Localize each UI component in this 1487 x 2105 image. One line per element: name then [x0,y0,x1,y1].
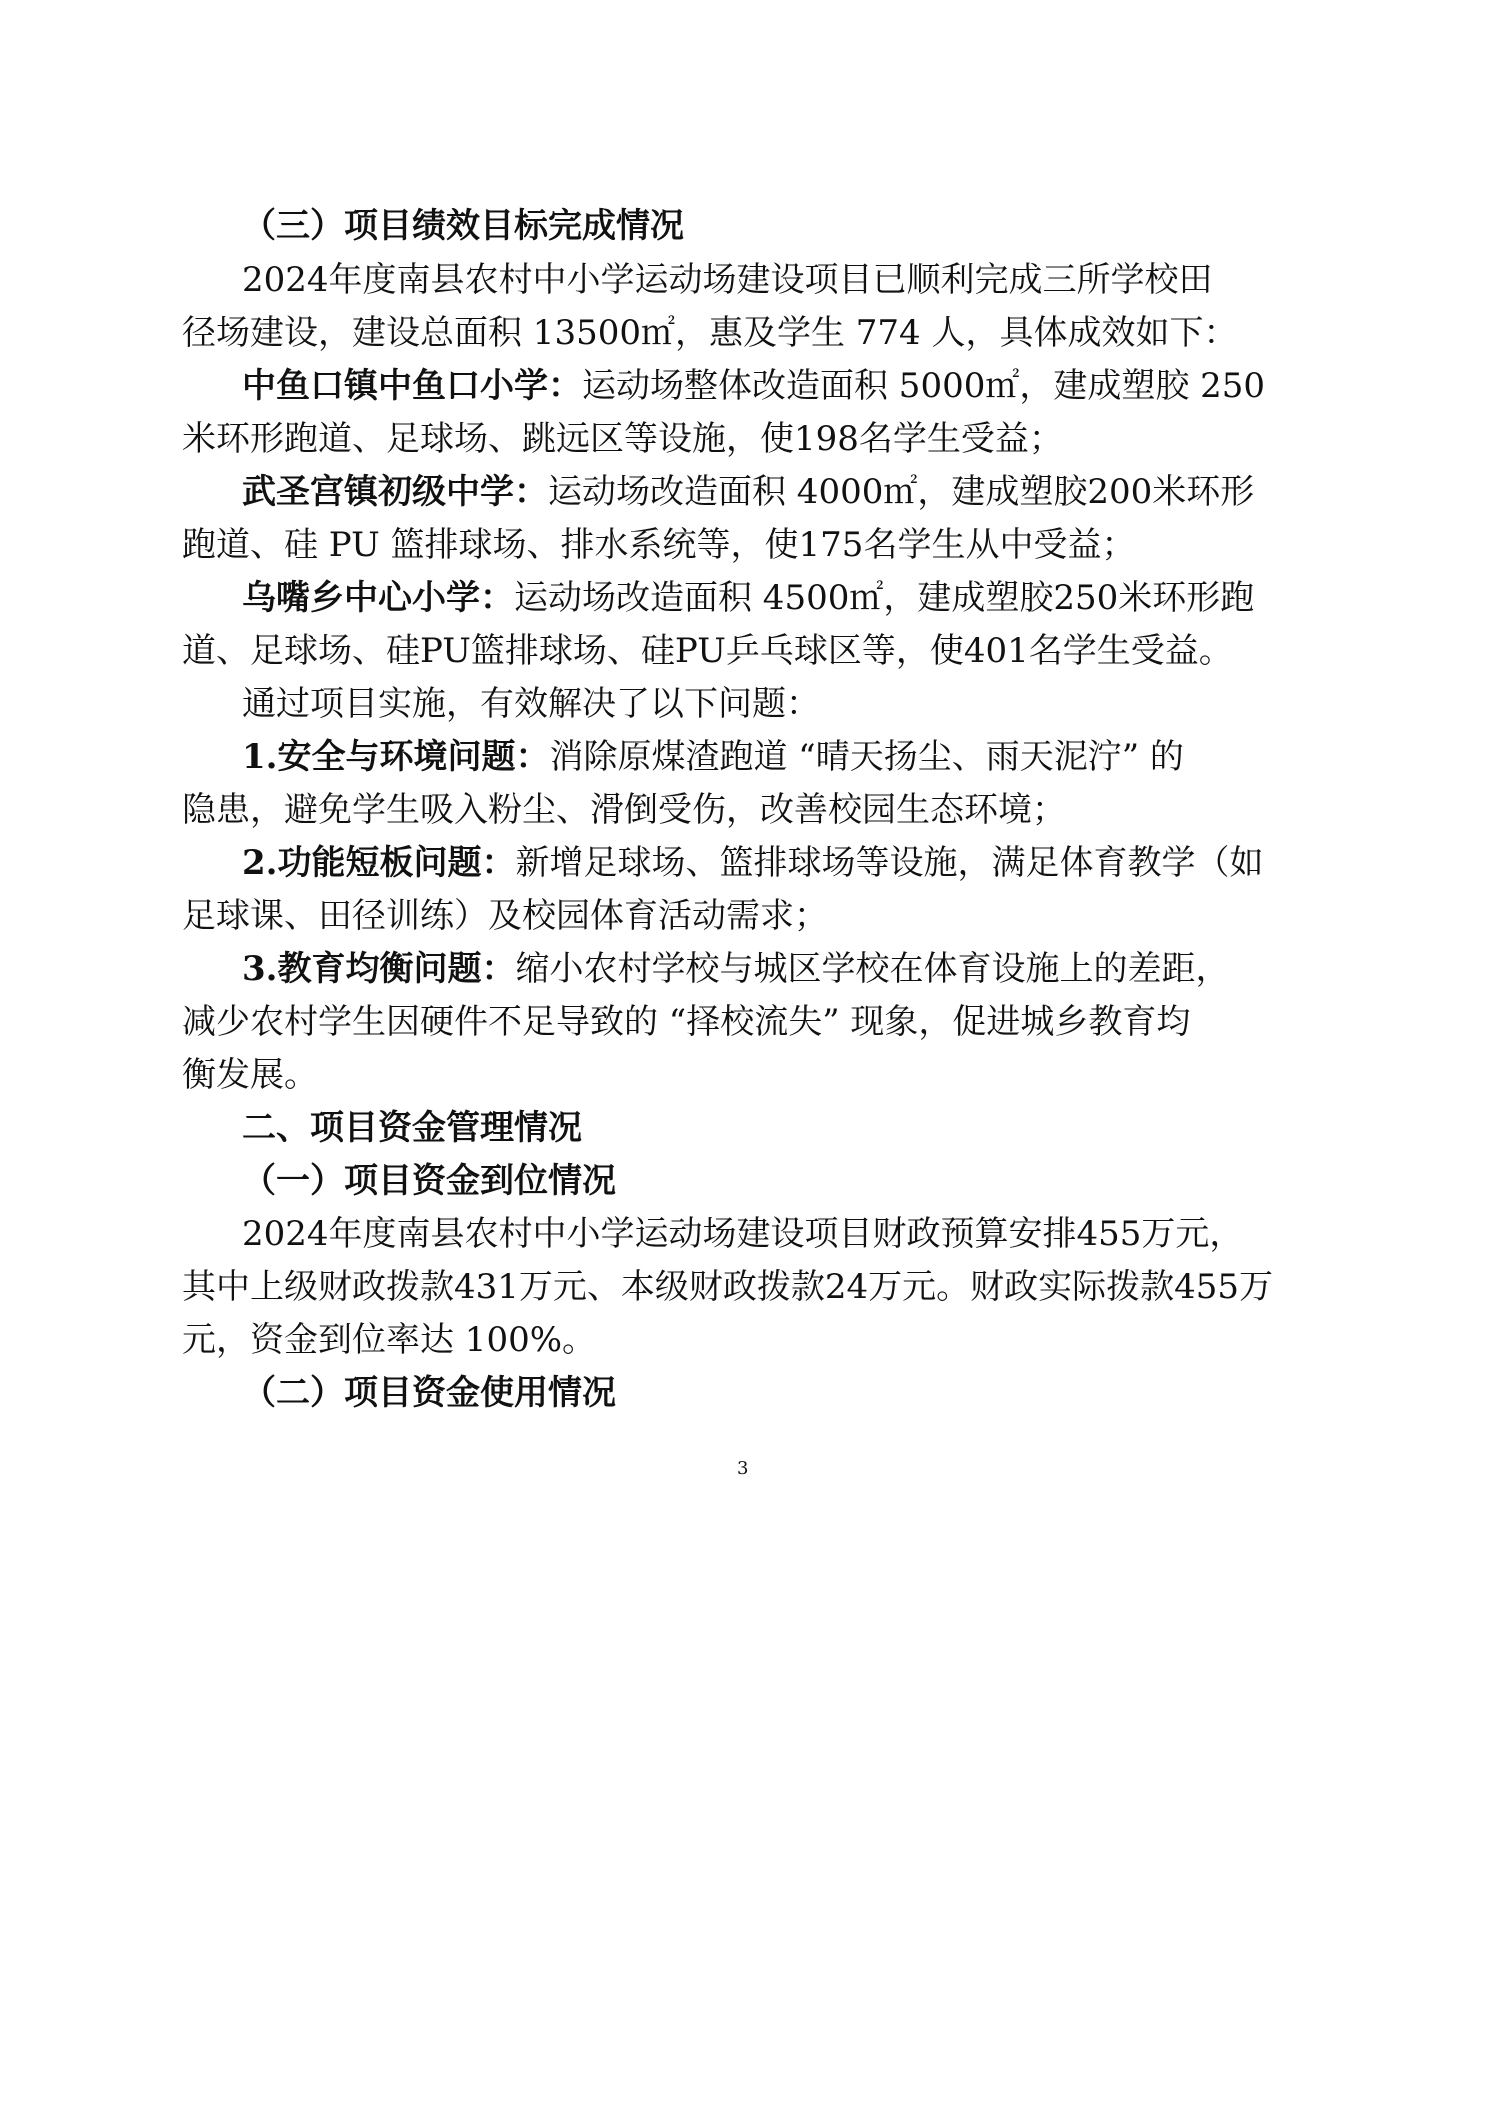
issue3-line-2: 减少农村学生因硬件不足导致的 “择校流失” 现象，促进城乡教育均 [182,1002,1191,1042]
page-number: 3 [737,1458,749,1479]
school3-line-1 [242,578,1254,618]
heading-performance-goals: （三）项目绩效目标完成情况 [242,206,684,246]
section-fund-management: 二、项目资金管理情况 [242,1108,582,1148]
issue3-title: 3.教育均衡问题： [242,949,516,989]
school2-desc: 运动场改造面积 4000㎡，建成塑胶200米环形 [548,472,1255,512]
intro-line-1: 2024年度南县农村中小学运动场建设项目已顺利完成三所学校田 [242,260,1213,300]
school3-name: 乌嘴乡中心小学： [242,578,514,618]
issue2-line-2: 足球课、田径训练）及校园体育活动需求； [182,896,828,936]
school1-line-1 [242,366,1265,406]
issue3-line-1 [242,949,1230,989]
solve-intro: 通过项目实施，有效解决了以下问题： [242,684,820,724]
school1-name: 中鱼口镇中鱼口小学： [242,366,582,406]
funds-line-1: 2024年度南县农村中小学运动场建设项目财政预算安排455万元， [242,1214,1244,1254]
school2-line-2: 跑道、硅 PU 篮排球场、排水系统等，使175名学生从中受益； [182,525,1136,565]
school2-line-1 [242,472,1254,512]
issue2-title: 2.功能短板问题： [242,843,516,883]
school1-desc: 运动场整体改造面积 5000㎡，建成塑胶 250 [582,366,1266,406]
issue1-line-1 [242,737,1184,777]
school3-line-2: 道、足球场、硅PU篮排球场、硅PU乒乓球区等，使401名学生受益。 [182,631,1233,671]
issue3-line-3: 衡发展。 [182,1055,318,1095]
issue1-line-2: 隐患，避免学生吸入粉尘、滑倒受伤，改善校园生态环境； [182,790,1066,830]
issue1-desc: 消除原煤渣跑道 “晴天扬尘、雨天泥泞” 的 [549,737,1184,777]
issue2-line-1 [242,843,1264,883]
issue2-desc: 新增足球场、篮排球场等设施，满足体育教学（如 [515,843,1264,883]
issue3-desc: 缩小农村学校与城区学校在体育设施上的差距， [515,949,1230,989]
school1-line-2: 米环形跑道、足球场、跳远区等设施，使198名学生受益； [182,419,1063,459]
heading-funds-arrival: （一）项目资金到位情况 [242,1161,616,1201]
school2-name: 武圣宫镇初级中学： [242,472,548,512]
issue1-title: 1.安全与环境问题： [242,737,550,777]
heading-funds-usage: （二）项目资金使用情况 [242,1373,616,1413]
school3-desc: 运动场改造面积 4500㎡，建成塑胶250米环形跑 [514,578,1255,618]
funds-line-3: 元，资金到位率达 100%。 [182,1320,597,1360]
intro-line-2: 径场建设，建设总面积 13500㎡，惠及学生 774 人，具体成效如下： [182,313,1238,353]
funds-line-2: 其中上级财政拨款431万元、本级财政拨款24万元。财政实际拨款455万 [182,1267,1274,1307]
